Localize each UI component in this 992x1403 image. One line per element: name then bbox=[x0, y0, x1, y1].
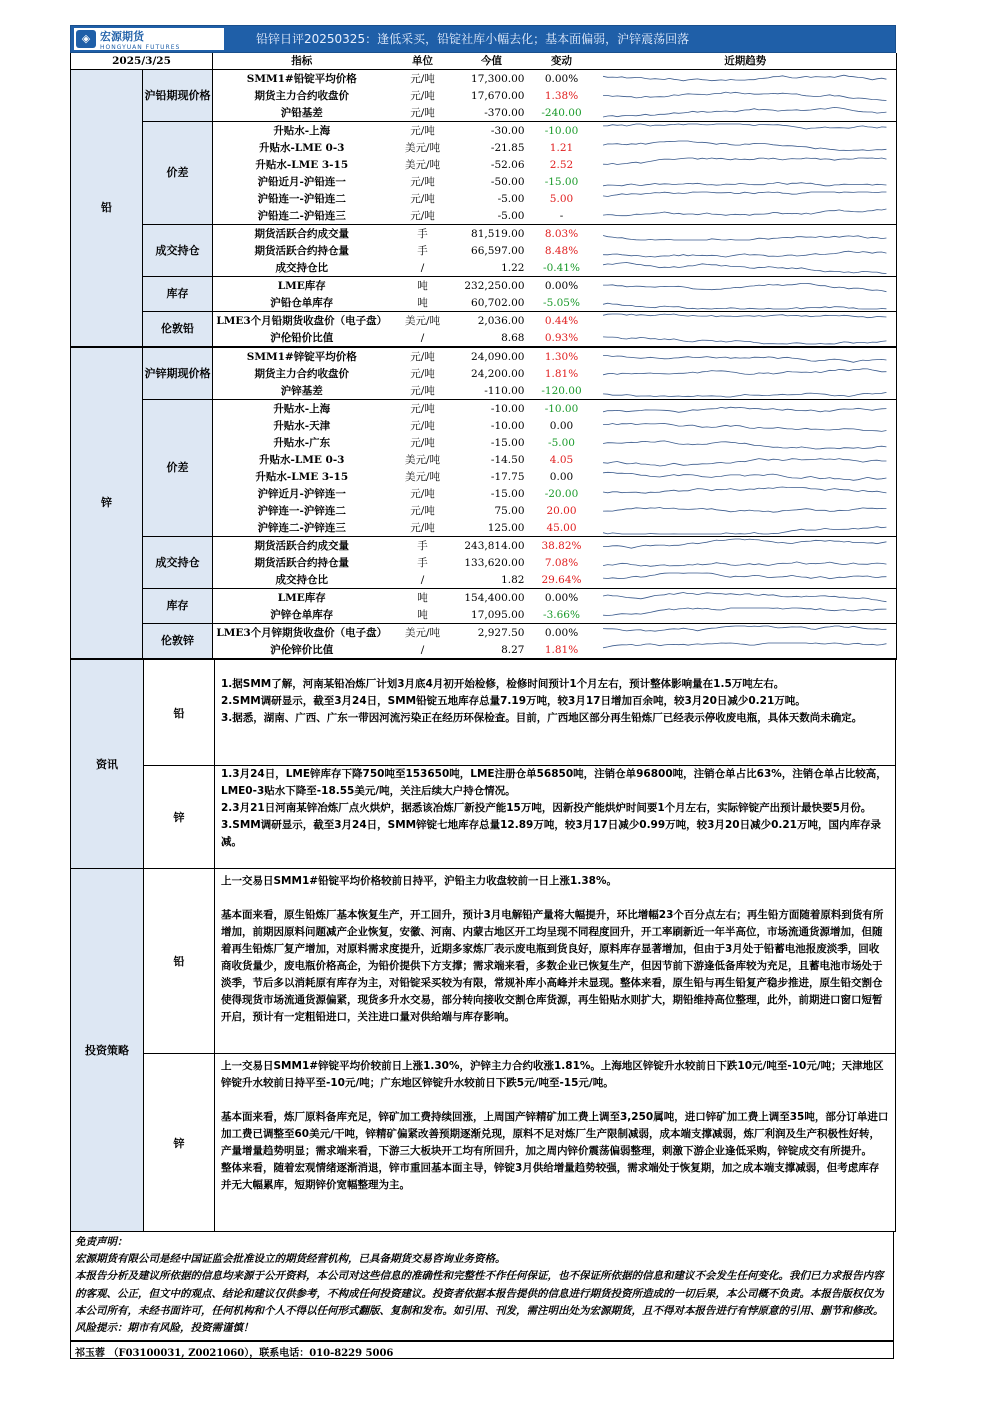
disclaimer bbox=[70, 1232, 894, 1341]
indicator-name: 成交持仓比 bbox=[213, 259, 391, 277]
group-label: 沪锌期现价格 bbox=[143, 347, 213, 400]
trend-sparkline bbox=[595, 519, 897, 537]
news-label: 资讯 bbox=[71, 660, 144, 868]
value-cell: -370.00 bbox=[455, 104, 529, 122]
unit-cell: 手 bbox=[417, 227, 428, 240]
trend-sparkline bbox=[595, 624, 897, 642]
unit-cell: / bbox=[391, 571, 455, 589]
value-cell: 2,036.00 bbox=[477, 314, 525, 327]
value-cell: -5.00 bbox=[497, 192, 525, 205]
change-cell: 0.00 bbox=[549, 470, 574, 483]
unit-cell: 手 bbox=[417, 539, 428, 552]
sparkline-line bbox=[595, 519, 897, 536]
col-today: 今值 bbox=[455, 53, 529, 70]
value-cell: -30.00 bbox=[490, 124, 525, 137]
change-cell: 1.30% bbox=[544, 350, 579, 363]
trend-sparkline bbox=[595, 87, 897, 104]
sparkline-line bbox=[595, 277, 897, 294]
news-zinc-item: 1.3月24日，LME锌库存下降750吨至153650吨，LME注册仓单56850吨，注销仓单96800吨，注销仓单占比63%，注销仓单占比较高，LME0-3贴水下降至-18.55美元/吨，关注后续大户持仓情况。 bbox=[221, 768, 887, 798]
value-cell: -17.75 bbox=[490, 470, 525, 483]
sparkline-line bbox=[595, 348, 897, 365]
analyst-contact: 祁玉蓉 （F03100031, Z0021060），联系电话：010-8229 5006 bbox=[70, 1341, 894, 1359]
table-row bbox=[71, 277, 897, 295]
value-cell: 1.82 bbox=[455, 571, 529, 589]
indicator-name: 升贴水-LME 0-3 bbox=[259, 453, 345, 466]
value-cell: -110.00 bbox=[455, 382, 529, 400]
change-cell: 1.38% bbox=[544, 89, 579, 102]
value-cell: -21.85 bbox=[490, 141, 525, 154]
news-lead-row bbox=[144, 660, 895, 766]
news-lead-item: 1.据SMM了解，河南某铅冶炼厂计划3月底4月初开始检修，检修时间预计1个月左右，预计整体影响量在1.5万吨左右。 bbox=[221, 678, 785, 690]
table-row bbox=[71, 312, 897, 330]
paragraph-gap bbox=[221, 890, 889, 907]
change-cell: -5.05% bbox=[529, 294, 595, 312]
logo-name-en: HONGYUAN FUTURES bbox=[100, 43, 181, 51]
table-row bbox=[71, 70, 897, 88]
trend-sparkline bbox=[595, 554, 897, 571]
value-cell: 81,519.00 bbox=[471, 227, 525, 240]
change-cell: 2.52 bbox=[549, 158, 574, 171]
unit-cell: 元/吨 bbox=[391, 207, 455, 225]
indicator-name: 沪锌连二-沪锌连三 bbox=[213, 519, 391, 537]
indicator-name: 沪铅近月-沪铅连一 bbox=[257, 175, 346, 188]
trend-sparkline bbox=[595, 190, 897, 207]
indicator-name: 升贴水-LME 0-3 bbox=[259, 141, 345, 154]
sparkline-line bbox=[595, 365, 897, 382]
unit-cell: 元/吨 bbox=[410, 350, 435, 363]
change-cell: -15.00 bbox=[544, 175, 579, 188]
unit-cell: 元/吨 bbox=[410, 72, 435, 85]
unit-cell: 元/吨 bbox=[410, 367, 435, 380]
news-section bbox=[70, 660, 896, 869]
indicator-name: 沪锌基差 bbox=[213, 382, 391, 400]
unit-cell: 手 bbox=[417, 244, 428, 257]
indicator-name: 期货活跃合约成交量 bbox=[254, 227, 349, 240]
change-cell: 29.64% bbox=[529, 571, 595, 589]
disclaimer-title: 免责声明： bbox=[75, 1236, 128, 1248]
change-cell: 0.00% bbox=[544, 279, 579, 292]
strategy-zinc-paragraph: 整体来看，随着宏观情绪逐渐消退，锌市重回基本面主导，锌锭3月供给增量趋势较强，需求端处于恢复期，加之成本端支撑减弱，但考虑库存并无大幅累库，短期锌价宽幅整理为主。 bbox=[221, 1162, 880, 1192]
strategy-zinc-paragraph: 上一交易日SMM1#锌锭平均价较前日上涨1.30%，沪锌主力合约收涨1.81%。上海地区锌锭升水较前日下跌10元/吨至-10元/吨；天津地区锌锭升水较前日持平至-10元/吨；广东地区锌锭升水较前日下跌5元/吨至-15元/吨。 bbox=[221, 1060, 884, 1090]
sparkline-line bbox=[595, 70, 897, 87]
change-cell: 20.00 bbox=[546, 504, 577, 517]
unit-cell: 吨 bbox=[391, 606, 455, 624]
value-cell: 17,300.00 bbox=[471, 72, 525, 85]
indicator-name: SMM1#锌锭平均价格 bbox=[246, 350, 357, 363]
group-label: 成交持仓 bbox=[143, 225, 213, 277]
table-row bbox=[71, 400, 897, 418]
trend-sparkline bbox=[595, 104, 897, 122]
group-label: 伦敦锌 bbox=[143, 624, 213, 660]
strategy-lead-label: 铅 bbox=[144, 869, 215, 1053]
indicator-table bbox=[70, 53, 897, 660]
trend-sparkline bbox=[595, 277, 897, 295]
unit-cell: 美元/吨 bbox=[404, 470, 441, 483]
value-cell: -10.00 bbox=[490, 402, 525, 415]
change-cell: 0.93% bbox=[529, 329, 595, 347]
col-trend: 近期趋势 bbox=[595, 53, 897, 70]
group-label: 价差 bbox=[143, 122, 213, 225]
sparkline-line bbox=[595, 122, 897, 139]
report-title: 铅锌日评20250325：逢低采买，铅锭社库小幅去化；基本面偏弱，沪锌震荡回落 bbox=[256, 32, 690, 46]
indicator-name: SMM1#铅锭平均价格 bbox=[246, 72, 357, 85]
unit-cell: 吨 bbox=[417, 591, 428, 604]
sparkline-line bbox=[595, 104, 897, 121]
sparkline-line bbox=[595, 294, 897, 311]
sparkline-line bbox=[595, 417, 897, 434]
logo-mark-icon: ◈ bbox=[76, 30, 96, 48]
unit-cell: / bbox=[391, 329, 455, 347]
col-unit: 单位 bbox=[391, 53, 455, 70]
disclaimer-line: 宏源期货有限公司是经中国证监会批准设立的期货经营机构，已具备期货交易咨询业务资格。 bbox=[75, 1253, 506, 1266]
strategy-label: 投资策略 bbox=[71, 869, 144, 1231]
value-cell: 17,095.00 bbox=[455, 606, 529, 624]
strategy-lead-paragraph: 基本面来看，原生铅炼厂基本恢复生产，开工回升，预计3月电解铅产量将大幅提升，环比增幅23个百分点左右；再生铅方面随着原料到货有所增加，前期因原料问题减产企业恢复，安徽、河南、内蒙古地区开工均呈现不同程度回升，开工率刷新近一年半高位，市场流通货源增加，但随着再生铅炼厂复产增加，对原料需求度提升，近期多家炼厂表示废电瓶到货良好，原料库存显著增加，但由于3月处于铅蓄电池报废淡季，回收商收货量少，废电瓶价格高企，为铅价提供下方支撑；需求端来看，多数企业已恢复生产，但因节前下游逢低备库较为充足，且蓄电池市场处于淡季，节后多以消耗原有库存为主，对铅锭采买较为有限，常规补库小高峰并未显现。整体来看，原生铅与再生铅复产稳步推进，原生铅交割仓使得现货市场流通货源偏紧，现货多升水交易，部分转向接收交割仓库货源，再生铅贴水则扩大，期铅维持高位整理，此外，前期进口窗口短暂开启，预计有一定粗铅进口，关注进口量对供给端与库存影响。 bbox=[221, 909, 884, 1023]
indicator-name: LME3个月锌期货收盘价（电子盘） bbox=[216, 626, 388, 639]
unit-cell: 元/吨 bbox=[391, 104, 455, 122]
change-cell: -120.00 bbox=[529, 382, 595, 400]
col-indicator: 指标 bbox=[213, 53, 391, 70]
report-header bbox=[70, 25, 896, 53]
sparkline-line bbox=[595, 537, 897, 554]
unit-cell: / bbox=[391, 259, 455, 277]
change-cell: 1.21 bbox=[549, 141, 574, 154]
indicator-name: LME库存 bbox=[277, 591, 326, 604]
sparkline-line bbox=[595, 259, 897, 276]
unit-cell: 美元/吨 bbox=[404, 314, 441, 327]
change-cell: - bbox=[529, 207, 595, 225]
change-cell: -3.66% bbox=[529, 606, 595, 624]
news-zinc-row bbox=[144, 766, 895, 868]
indicator-name: 成交持仓比 bbox=[213, 571, 391, 589]
change-cell: 8.03% bbox=[544, 227, 579, 240]
value-cell: 24,090.00 bbox=[471, 350, 525, 363]
trend-sparkline bbox=[595, 502, 897, 519]
trend-sparkline bbox=[595, 312, 897, 330]
value-cell: 66,597.00 bbox=[471, 244, 525, 257]
indicator-name: 沪铅连二-沪铅连三 bbox=[213, 207, 391, 225]
trend-sparkline bbox=[595, 641, 897, 659]
change-cell: -10.00 bbox=[544, 402, 579, 415]
sparkline-line bbox=[595, 382, 897, 399]
value-cell: 154,400.00 bbox=[464, 591, 525, 604]
unit-cell: 元/吨 bbox=[410, 487, 435, 500]
value-cell: 60,702.00 bbox=[455, 294, 529, 312]
indicator-name: 沪铅基差 bbox=[213, 104, 391, 122]
value-cell: -52.06 bbox=[490, 158, 525, 171]
value-cell: 17,670.00 bbox=[471, 89, 525, 102]
company-logo bbox=[74, 28, 224, 50]
trend-sparkline bbox=[595, 451, 897, 468]
change-cell: 38.82% bbox=[541, 539, 582, 552]
disclaimer-line: 本报告分析及建议所依据的信息均来源于公开资料，本公司对这些信息的准确性和完整性不作任何保证，也不保证所依据的信息和建议不会发生任何变化。我们已力求报告内容的客观、公正，但文中的观点、结论和建议仅供参考，不构成任何投资建议。投资者依据本报告提供的信息进行期货投资所造成的一切后果，本公司概不负责。本报告版权仅为本公司所有，未经书面许可，任何机构和个人不得以任何形式翻版、复制和发布。如引用、刊发，需注明出处为宏源期货，且不得对本报告进行有悖原意的引用、删节和修改。 bbox=[75, 1270, 884, 1317]
change-cell: 8.48% bbox=[544, 244, 579, 257]
unit-cell: 元/吨 bbox=[410, 124, 435, 137]
group-label: 价差 bbox=[143, 400, 213, 537]
indicator-name: 沪铅连一-沪铅连二 bbox=[257, 192, 346, 205]
value-cell: 125.00 bbox=[455, 519, 529, 537]
change-cell: -5.00 bbox=[548, 436, 575, 449]
section-label: 铅 bbox=[71, 70, 143, 348]
section-label: 锌 bbox=[71, 347, 143, 659]
unit-cell: 美元/吨 bbox=[404, 158, 441, 171]
indicator-name: 升贴水-广东 bbox=[273, 436, 331, 449]
indicator-name: 期货主力合约收盘价 bbox=[254, 89, 349, 102]
indicator-name: 期货活跃合约成交量 bbox=[254, 539, 349, 552]
sparkline-line bbox=[595, 156, 897, 173]
value-cell: 133,620.00 bbox=[464, 556, 525, 569]
group-label: 伦敦铅 bbox=[143, 312, 213, 348]
change-cell: 0.44% bbox=[544, 314, 579, 327]
trend-sparkline bbox=[595, 434, 897, 451]
change-cell: 7.08% bbox=[544, 556, 579, 569]
value-cell: -14.50 bbox=[490, 453, 525, 466]
indicator-name: 升贴水-天津 bbox=[273, 419, 331, 432]
trend-sparkline bbox=[595, 139, 897, 156]
trend-sparkline bbox=[595, 294, 897, 312]
indicator-name: LME库存 bbox=[277, 279, 326, 292]
sparkline-line bbox=[595, 641, 897, 658]
report-date: 2025/3/25 bbox=[71, 53, 213, 70]
change-cell: 0.00% bbox=[544, 72, 579, 85]
trend-sparkline bbox=[595, 468, 897, 485]
indicator-name: 升贴水-LME 3-15 bbox=[255, 158, 349, 171]
value-cell: 243,814.00 bbox=[464, 539, 525, 552]
value-cell: -15.00 bbox=[490, 487, 525, 500]
trend-sparkline bbox=[595, 537, 897, 555]
trend-sparkline bbox=[595, 207, 897, 225]
news-zinc-item: 2.3月21日河南某锌冶炼厂点火烘炉，据悉该冶炼厂新投产能15万吨，因新投产能烘炉时间要1个月左右，实际锌锭产出预计最快要5月份。 bbox=[221, 802, 872, 815]
trend-sparkline bbox=[595, 259, 897, 277]
strategy-lead-paragraph: 上一交易日SMM1#铅锭平均价格较前日持平，沪铅主力收盘较前一日上涨1.38%。 bbox=[221, 875, 617, 887]
indicator-name: 沪锌仓单库存 bbox=[213, 606, 391, 624]
group-label: 沪铅期现价格 bbox=[143, 70, 213, 122]
news-zinc-item: 3.SMM调研显示，截至3月24日，SMM锌锭七地库存总量12.89万吨，较3月17日减少0.99万吨，较3月20日减少0.21万吨，国内库存录减。 bbox=[221, 819, 881, 849]
sparkline-line bbox=[595, 451, 897, 468]
indicator-name: 沪铅仓单库存 bbox=[213, 294, 391, 312]
value-cell: 8.27 bbox=[455, 641, 529, 659]
report-sheet bbox=[70, 25, 896, 1359]
table-row bbox=[71, 225, 897, 243]
trend-sparkline bbox=[595, 156, 897, 173]
indicator-name: 沪锌连一-沪锌连二 bbox=[257, 504, 346, 517]
trend-sparkline bbox=[595, 400, 897, 418]
sparkline-line bbox=[595, 139, 897, 156]
sparkline-line bbox=[595, 87, 897, 104]
table-row bbox=[71, 589, 897, 607]
change-cell: -10.00 bbox=[544, 124, 579, 137]
unit-cell: 元/吨 bbox=[391, 519, 455, 537]
indicator-name: 升贴水-上海 bbox=[273, 402, 331, 415]
indicator-name: 沪伦铅价比值 bbox=[213, 329, 391, 347]
news-zinc-label: 锌 bbox=[144, 766, 215, 868]
sparkline-line bbox=[595, 624, 897, 641]
unit-cell: 美元/吨 bbox=[404, 626, 441, 639]
sparkline-line bbox=[595, 502, 897, 519]
strategy-zinc-label: 锌 bbox=[144, 1054, 215, 1231]
sparkline-line bbox=[595, 329, 897, 346]
value-cell: 2,927.50 bbox=[477, 626, 525, 639]
value-cell: -50.00 bbox=[490, 175, 525, 188]
value-cell: -10.00 bbox=[490, 419, 525, 432]
change-cell: 5.00 bbox=[549, 192, 574, 205]
unit-cell: 元/吨 bbox=[410, 504, 435, 517]
change-cell: 4.05 bbox=[549, 453, 574, 466]
value-cell: -15.00 bbox=[490, 436, 525, 449]
table-row bbox=[71, 347, 897, 365]
sparkline-line bbox=[595, 190, 897, 207]
unit-cell: 手 bbox=[417, 556, 428, 569]
indicator-name: LME3个月铅期货收盘价（电子盘） bbox=[216, 314, 388, 327]
trend-sparkline bbox=[595, 347, 897, 365]
change-cell: -20.00 bbox=[544, 487, 579, 500]
unit-cell: 吨 bbox=[417, 279, 428, 292]
change-cell: 45.00 bbox=[529, 519, 595, 537]
news-lead-label: 铅 bbox=[144, 660, 215, 765]
paragraph-gap bbox=[221, 1092, 889, 1109]
sparkline-line bbox=[595, 485, 897, 502]
sparkline-line bbox=[595, 242, 897, 259]
sparkline-line bbox=[595, 554, 897, 571]
table-row bbox=[71, 122, 897, 140]
change-cell: -0.41% bbox=[529, 259, 595, 277]
table-header-row bbox=[71, 53, 897, 70]
unit-cell: / bbox=[391, 641, 455, 659]
sparkline-line bbox=[595, 400, 897, 417]
sparkline-line bbox=[595, 589, 897, 606]
change-cell: -240.00 bbox=[529, 104, 595, 122]
sparkline-line bbox=[595, 312, 897, 329]
strategy-zinc-row bbox=[144, 1054, 895, 1231]
strategy-section bbox=[70, 869, 896, 1232]
unit-cell: 元/吨 bbox=[410, 89, 435, 102]
value-cell: 1.22 bbox=[455, 259, 529, 277]
news-lead-item: 2.SMM调研显示，截至3月24日，SMM铅锭五地库存总量7.19万吨，较3月17日增加百余吨，较3月20日减少0.21万吨。 bbox=[221, 695, 806, 707]
change-cell: 1.81% bbox=[529, 641, 595, 659]
risk-warning: 风险提示：期市有风险，投资需谨慎！ bbox=[75, 1322, 254, 1335]
trend-sparkline bbox=[595, 571, 897, 589]
trend-sparkline bbox=[595, 225, 897, 243]
sparkline-line bbox=[595, 434, 897, 451]
news-lead-item: 3.据悉，湖南、广西、广东一带因河流污染正在经历环保检查。目前，广西地区部分再生铅炼厂已经表示停收废电瓶，具体天数尚未确定。 bbox=[221, 712, 863, 724]
unit-cell: 美元/吨 bbox=[404, 453, 441, 466]
trend-sparkline bbox=[595, 122, 897, 140]
unit-cell: 美元/吨 bbox=[404, 141, 441, 154]
sparkline-line bbox=[595, 606, 897, 623]
trend-sparkline bbox=[595, 589, 897, 607]
unit-cell: 元/吨 bbox=[410, 175, 435, 188]
unit-cell: 吨 bbox=[391, 294, 455, 312]
indicator-name: 期货主力合约收盘价 bbox=[254, 367, 349, 380]
indicator-name: 沪伦锌价比值 bbox=[213, 641, 391, 659]
trend-sparkline bbox=[595, 365, 897, 382]
indicator-name: 升贴水-LME 3-15 bbox=[255, 470, 349, 483]
sparkline-line bbox=[595, 173, 897, 190]
sparkline-line bbox=[595, 225, 897, 242]
sparkline-line bbox=[595, 468, 897, 485]
strategy-zinc-paragraph: 基本面来看，炼厂原料备库充足，锌矿加工费持续回涨，上周国产锌精矿加工费上调至3,250属吨，进口锌矿加工费上调至35吨，部分订单进口加工费已调整至60美元/干吨，锌精矿偏紧改善预期逐渐兑现，原料不足对炼厂生产限制减弱，成本端支撑减弱，炼厂利润及生产积极性好转，产量增量趋势明显；需求端来看，下游三大板块开工均有所回升，加之周内锌价震荡偏弱整理，刺激下游企业逢低采购，锌锭成交有所提升。 bbox=[221, 1111, 889, 1158]
trend-sparkline bbox=[595, 173, 897, 190]
strategy-lead-row bbox=[144, 869, 895, 1054]
trend-sparkline bbox=[595, 485, 897, 502]
unit-cell: 元/吨 bbox=[410, 419, 435, 432]
group-label: 成交持仓 bbox=[143, 537, 213, 589]
trend-sparkline bbox=[595, 329, 897, 347]
trend-sparkline bbox=[595, 417, 897, 434]
unit-cell: 元/吨 bbox=[410, 402, 435, 415]
trend-sparkline bbox=[595, 382, 897, 400]
unit-cell: 元/吨 bbox=[410, 436, 435, 449]
value-cell: 24,200.00 bbox=[471, 367, 525, 380]
value-cell: 75.00 bbox=[494, 504, 525, 517]
group-label: 库存 bbox=[143, 277, 213, 312]
value-cell: 8.68 bbox=[455, 329, 529, 347]
unit-cell: 元/吨 bbox=[391, 382, 455, 400]
col-change: 变动 bbox=[529, 53, 595, 70]
unit-cell: 元/吨 bbox=[410, 192, 435, 205]
indicator-name: 期货活跃合约持仓量 bbox=[254, 244, 349, 257]
change-cell: 0.00% bbox=[544, 626, 579, 639]
table-row bbox=[71, 537, 897, 555]
change-cell: 1.81% bbox=[544, 367, 579, 380]
change-cell: 0.00% bbox=[544, 591, 579, 604]
table-row bbox=[71, 624, 897, 642]
value-cell: -5.00 bbox=[455, 207, 529, 225]
change-cell: 0.00 bbox=[549, 419, 574, 432]
sparkline-line bbox=[595, 571, 897, 588]
logo-name-cn: 宏源期货 bbox=[100, 29, 144, 43]
indicator-name: 期货活跃合约持仓量 bbox=[254, 556, 349, 569]
sparkline-line bbox=[595, 207, 897, 224]
trend-sparkline bbox=[595, 242, 897, 259]
trend-sparkline bbox=[595, 606, 897, 624]
group-label: 库存 bbox=[143, 589, 213, 624]
indicator-name: 升贴水-上海 bbox=[273, 124, 331, 137]
trend-sparkline bbox=[595, 70, 897, 88]
value-cell: 232,250.00 bbox=[464, 279, 525, 292]
indicator-name: 沪锌近月-沪锌连一 bbox=[257, 487, 346, 500]
